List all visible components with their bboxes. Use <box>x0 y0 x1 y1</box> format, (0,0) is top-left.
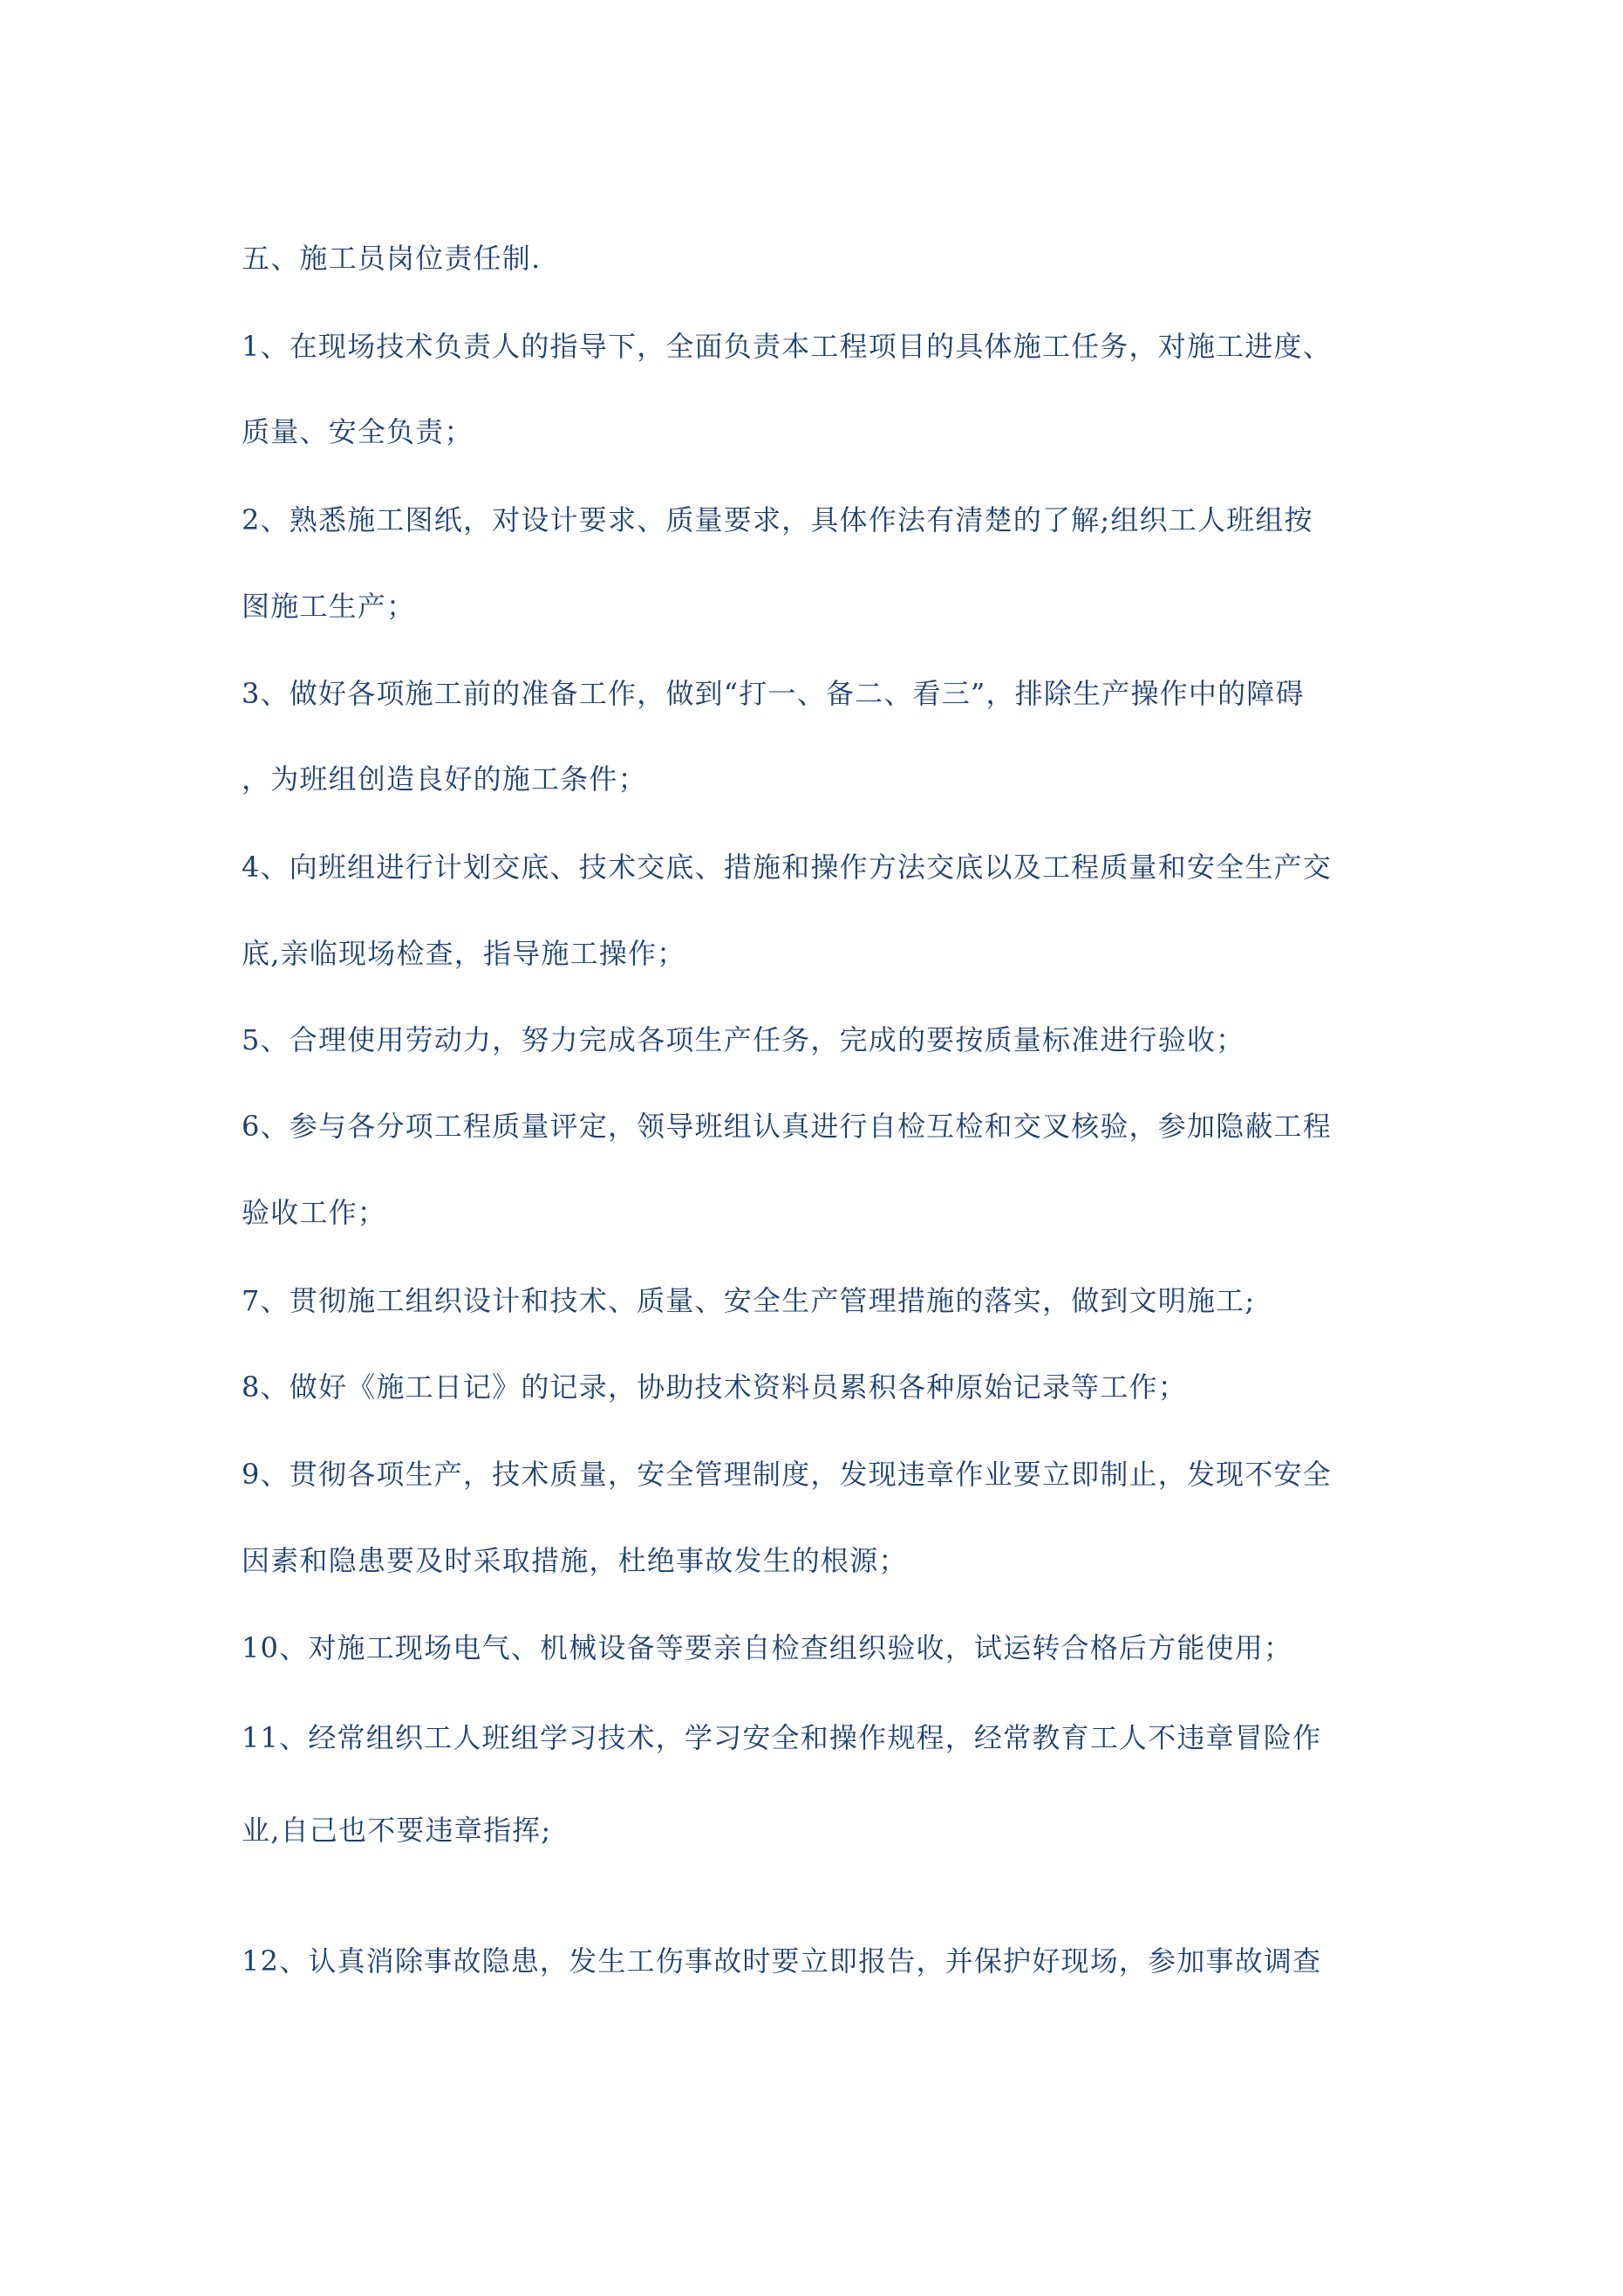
text-line-item-9-cont: 因素和隐患要及时采取措施，杜绝事故发生的根源； <box>242 1544 908 1577</box>
text-line-item-7: 7、贯彻施工组织设计和技术、质量、安全生产管理措施的落实，做到文明施工; <box>242 1284 1256 1317</box>
section-heading: 五、施工员岗位责任制. <box>242 242 542 275</box>
text-line-item-11: 11、经常组织工人班组学习技术，学习安全和操作规程，经常教育工人不违章冒险作 <box>242 1721 1322 1754</box>
text-line-item-8: 8、做好《施工日记》的记录，协助技术资料员累积各种原始记录等工作； <box>242 1370 1187 1404</box>
text-line-item-3: 3、做好各项施工前的准备工作，做到“打一、备二、看三”，排除生产操作中的障碍 <box>242 677 1305 710</box>
text-line-item-12: 12、认真消除事故隐患，发生工伤事故时要立即报告，并保护好现场，参加事故调查 <box>242 1944 1322 1978</box>
text-line-item-2-cont: 图施工生产； <box>242 590 416 623</box>
text-line-item-9: 9、贯彻各项生产，技术质量，安全管理制度，发现违章作业要立即制止，发现不安全 <box>242 1458 1332 1491</box>
text-line-item-11-cont: 业,自己也不要违章指挥; <box>242 1814 552 1847</box>
text-line-item-1: 1、在现场技术负责人的指导下，全面负责本工程项目的具体施工任务，对施工进度、 <box>242 330 1332 363</box>
text-line-item-4-cont: 底,亲临现场检查，指导施工操作； <box>242 937 686 970</box>
text-line-item-2: 2、熟悉施工图纸，对设计要求、质量要求，具体作法有清楚的了解;组织工人班组按 <box>242 503 1313 536</box>
text-line-item-4: 4、向班组进行计划交底、技术交底、措施和操作方法交底以及工程质量和安全生产交 <box>242 851 1332 884</box>
text-line-item-10: 10、对施工现场电气、机械设备等要亲自检查组织验收，试运转合格后方能使用； <box>242 1631 1293 1664</box>
text-line-item-6-cont: 验收工作； <box>242 1196 387 1229</box>
text-line-item-1-cont: 质量、安全负责； <box>242 415 474 448</box>
text-line-item-6: 6、参与各分项工程质量评定，领导班组认真进行自检互检和交叉核验，参加隐蔽工程 <box>242 1110 1332 1143</box>
text-line-item-5: 5、合理使用劳动力，努力完成各项生产任务，完成的要按质量标准进行验收； <box>242 1023 1245 1056</box>
text-line-item-3-cont: ，为班组创造良好的施工条件； <box>242 762 647 796</box>
